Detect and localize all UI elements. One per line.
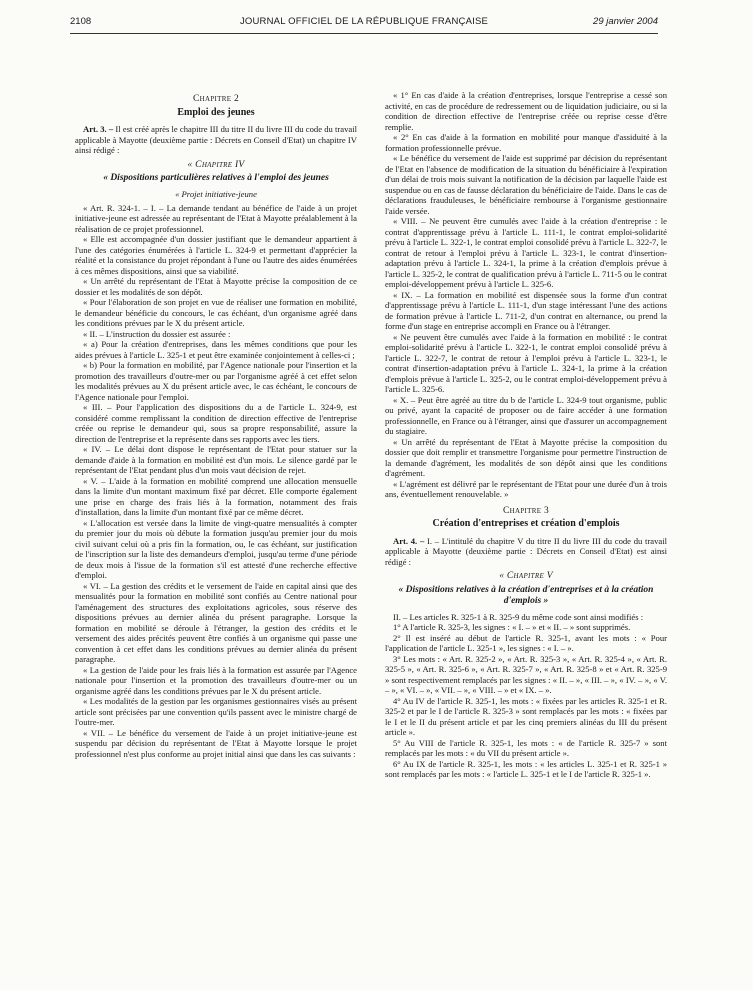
publication-date: 29 janvier 2004 <box>593 16 658 27</box>
paragraph: « a) Pour la création d'entreprises, dans les mêmes conditions que pour les aides prévues à l'article L. 325-1 et peut être examinée conjointement à celles-ci ; <box>75 339 357 360</box>
sub-chapter-heading: « Chapitre IV <box>187 159 245 170</box>
header-rule <box>70 33 658 34</box>
paragraph: « V. – L'aide à la formation en mobilité comprend une allocation mensuelle dans la limite d'un montant maximum fixé par décret. Elle comporte également une prise en charge des frais liés à la formation, notamment des frais d'installation, dans la limite d'un montant fixé par ce même décret. <box>75 475 357 517</box>
paragraph: « VIII. – Ne peuvent être cumulés avec l'aide à la création d'entreprise : le contrat d'apprentissage prévu à l'article L. 111-1, le contrat emploi-solidarité prévu à l'article L. 322-1, le contrat emploi consolidé prévu à l'article L. 322-7, le contrat de retour à l'emploi prévu à l'article L. 323-1, le contrat d'insertion-adaptation prévu à l'article L. 324-1, la prime à la création d'emplois prévue à l'article L. 325-2, le contrat de qualification prévu à l'article L. 711-5 ou le contrat emploi-développement prévu à l'article L. 325-6. <box>385 216 667 289</box>
right-column <box>385 90 667 988</box>
paragraph: « X. – Peut être agréé au titre du b de l'article L. 324-9 tout organisme, public ou privé, ayant la capacité de proposer ou de faire accéder à une formation professionnelle, en France ou à l'étranger, ainsi que d'assurer un accompagnement du stagiaire. <box>385 394 667 436</box>
chapter-heading: Chapitre 2 <box>192 94 240 104</box>
paragraph: « L'agrément est délivré par le représentant de l'Etat pour une durée d'un à trois ans, éventuellement renouvelable. » <box>385 478 667 499</box>
sub-chapter-heading: « Chapitre V <box>499 571 553 581</box>
paragraph: 5° Au VIII de l'article R. 325-1, les mots : « de l'article R. 325-7 » sont remplacés par les mots : « du VII du présent article ». <box>385 737 667 758</box>
journal-title: JOURNAL OFFICIEL DE LA RÉPUBLIQUE FRANÇAISE <box>239 16 489 27</box>
page-header <box>70 16 658 30</box>
paragraph: « Art. R. 324-1. – I. – La demande tendant au bénéfice de l'aide à un projet initiative-jeune est adressée au représentant de l'Etat à Mayotte préalablement à la réalisation de ce projet professionnel. <box>75 202 357 234</box>
article-text: Il est créé après le chapitre III du titre II du livre III du code du travail applicable à Mayotte (deuxième partie : Décrets en Conseil d'Etat) un chapitre IV ainsi rédigé : <box>75 124 357 155</box>
paragraph: « b) Pour la formation en mobilité, par l'Agence nationale pour l'insertion et la promotion des travailleurs d'outre-mer ou par l'organisme agréé à cet effet selon les modalités prévues au X du présent article avec, le cas échéant, le concours de l'Agence nationale pour l'emploi. <box>75 360 357 402</box>
paragraph: « 1° En cas d'aide à la création d'entreprises, lorsque l'entreprise a cessé son activité, en cas de procédure de redressement ou de liquidation judiciaire, ou si la condition de direction effective de l'entreprise créée ou reprise cesse d'être remplie. <box>385 90 667 132</box>
sub-chapter-title: « Dispositions particulières relatives à l'emploi des jeunes <box>103 173 329 183</box>
paragraph: « Ne peuvent être cumulés avec l'aide à la formation en mobilité : le contrat emploi-solidarité prévu à l'article L. 322-1, le contrat emploi consolidé prévu à l'article L. 322-7, le contrat de retour à l'emploi prévu à l'article L. 323-1, le contrat d'insertion-adaptation prévu à l'article L. 324-1, la prime à la création d'emplois prévue à l'article L. 325-2, ou le contrat emploi-développement prévu à l'article L. 325-6. <box>385 331 667 394</box>
paragraph: 1° A l'article R. 325-3, les signes : « I. – » et « II. – » sont supprimés. <box>393 622 631 632</box>
paragraph: 3° Les mots : « Art. R. 325-2 », « Art. R. 325-3 », « Art. R. 325-4 », « Art. R. 325-5 », « Art. R. 325-6 », « Art. R. 325-7 », « Art. R. 325-8 » et « Art. R. 325-9 » sont respectivement remplacés par les signes : « II. – », « III. – », « IV. – », « V. – », « VI. – », « VII. – », « VIII. – » et « IX. – ». <box>385 653 667 695</box>
article-text: I. – L'intitulé du chapitre V du titre II du livre III du code du travail applicable à Mayotte (deuxième partie : Décrets en Conseil d'Etat) est ainsi rédigé : <box>385 535 667 567</box>
right-paragraphs-b <box>385 612 667 780</box>
article-label: Art. 3. – <box>83 124 114 134</box>
paragraph: « Un arrêté du représentant de l'Etat à Mayotte précise la composition de ce dossier et les modalités de son dépôt. <box>75 276 357 297</box>
paragraph: « Les modalités de la gestion par les organismes gestionnaires visés au présent article sont précisées par une convention qu'ils passent avec le ministre chargé de l'outre-mer. <box>75 696 357 727</box>
left-column <box>75 90 357 988</box>
paragraph: « Le bénéfice du versement de l'aide est supprimé par décision du représentant de l'Etat en l'absence de modification de la situation du bénéficiaire à l'expiration d'un délai de trois mois suivant la notification de la décision par laquelle l'aide est suspendue ou en cas de fausse déclaration du bénéficiaire de l'aide. Dans le cas de déclarations frauduleuses, le bénéficiaire rembourse à l'organisme gestionnaire l'aide versée. <box>385 153 667 216</box>
paragraph: 2° Il est inséré au début de l'article R. 325-1, avant les mots : « Pour l'application de l'article L. 325-1 », les signes : « I. – ». <box>385 632 667 653</box>
paragraph: « IV. – Le délai dont dispose le représentant de l'Etat pour statuer sur la demande d'aide à la formation en mobilité est d'un mois. Le silence gardé par le représentant de l'Etat pendant plus d'un mois vaut décision de rejet. <box>75 444 357 475</box>
paragraph: « L'allocation est versée dans la limite de vingt-quatre mensualités à compter du premier jour du mois où débute la formation jusqu'au premier jour du mois civil suivant celui où a pris fin la formation, ou, le cas échéant, sur justification de l'inscription sur la liste des demandeurs d'emploi, jusqu'au terme d'une période de deux mois à l'issue de la formation s'il est attesté d'une recherche effective d'emploi. <box>75 517 357 580</box>
paragraph: « La gestion de l'aide pour les frais liés à la formation est assurée par l'Agence nationale pour l'insertion et la promotion des travailleurs d'outre-mer ou un organisme agréé dans les conditions prévues par le X du présent article. <box>75 664 357 696</box>
paragraph: « III. – Pour l'application des dispositions du a de l'article L. 324-9, est considéré comme remplissant la condition de direction effective de l'entreprise créée ou reprise le demandeur qui, sous sa propre responsabilité, assure la direction de l'entreprise et la représente dans ses rapports avec les tiers. <box>75 402 357 444</box>
paragraph: « Pour l'élaboration de son projet en vue de réaliser une formation en mobilité, le demandeur bénéficie du concours, le cas échéant, d'un organisme agréé dans les conditions prévues par le X du présent article. <box>75 297 357 328</box>
paragraph: « VII. – Le bénéfice du versement de l'aide à un projet initiative-jeune est suspendu par décision du représentant de l'Etat à Mayotte lorsque le projet professionnel n'est plus conforme au projet initial ainsi que dans les cas suivants : <box>75 727 357 759</box>
paragraph: « Un arrêté du représentant de l'Etat à Mayotte précise la composition du dossier que doit remplir et transmettre l'organisme pour permettre l'instruction de la demande d'agrément, les modalités de son dépôt ainsi que les conditions d'agrément. <box>385 436 667 478</box>
page-number: 2108 <box>70 16 92 27</box>
chapter-title: Création d'entreprises et création d'emplois <box>432 518 620 529</box>
paragraph: 4° Au IV de l'article R. 325-1, les mots : « fixées par les articles R. 325-1 et R. 325-2 et par le I de l'article R. 325-3 » sont remplacés par les mots : « fixées par le I et le II du présent article et par les cinq premiers alinéas du III du présent article ». <box>385 695 667 737</box>
paragraph: « Elle est accompagnée d'un dossier justifiant que le demandeur appartient à l'une des catégories énumérées à l'article L. 324-9 et permettant d'apprécier la réalité et la consistance du projet répondant à l'une ou l'autre des aides énumérées à ces mêmes dispositions, ainsi que sa viabilité. <box>75 234 357 276</box>
right-paragraphs-a <box>385 90 667 500</box>
paragraph: « IX. – La formation en mobilité est dispensée sous la forme d'un contrat d'apprentissage prévu à l'article L. 111-1, d'un stage intéressant l'une des actions de formation prévue à l'article L. 711-2, d'un contrat en alternance, ou prend la forme d'un stage en entreprise accompli en France ou à l'étranger. <box>385 289 667 331</box>
paragraph: « 2° En cas d'aide à la formation en mobilité pour manque d'assiduité à la formation professionnelle prévue. <box>385 132 667 153</box>
paragraph: « VI. – La gestion des crédits et le versement de l'aide en capital ainsi que des mensualités pour la formation en mobilité sont confiés au Centre national pour l'aménagement des structures des exploitations agricoles, sous réserve des dispositions prévues au dernier alinéa du présent paragraphe. Lorsque la formation en mobilité se déroule à l'étranger, la gestion des crédits et le versement des aides précités peuvent être confiés à un organisme qui passe une convention à cet effet dans les conditions prévues au dernier alinéa du présent paragraphe. <box>75 580 357 664</box>
paragraph: 6° Au IX de l'article R. 325-1, les mots : « les articles L. 325-1 et R. 325-1 » sont remplacés par les mots : « l'article L. 325-1 et le I de l'article R. 325-1 ». <box>385 758 667 779</box>
article-4 <box>385 536 667 568</box>
paragraph: II. – Les articles R. 325-1 à R. 325-9 du même code sont ainsi modifiés : <box>393 611 644 622</box>
chapter-heading: Chapitre 3 <box>502 505 550 516</box>
article-label: Art. 4. – <box>393 535 425 546</box>
paragraph: « II. – L'instruction du dossier est assurée : <box>83 328 231 339</box>
sub-chapter-title: « Dispositions relatives à la création d'entreprises et à la création d'emplois » <box>398 584 654 606</box>
article-3 <box>75 124 357 156</box>
chapter-title: Emploi des jeunes <box>177 106 255 118</box>
section-heading: « Projet initiative-jeune <box>175 189 257 199</box>
left-paragraphs <box>75 203 357 760</box>
